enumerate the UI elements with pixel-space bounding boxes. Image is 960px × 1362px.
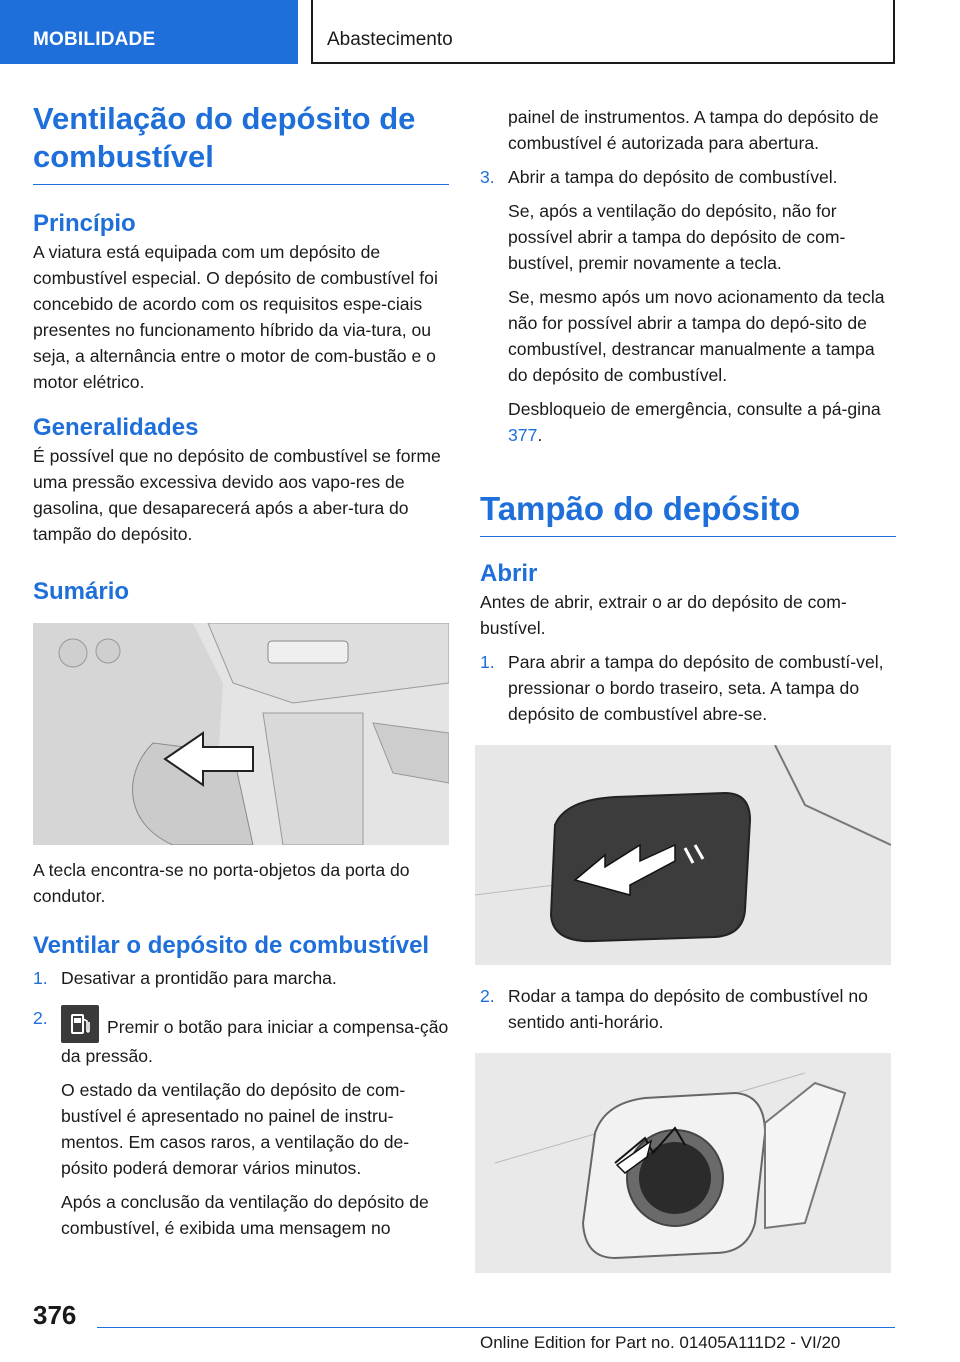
step-number: 2. [480,986,495,1006]
page-number: 376 [33,1300,77,1330]
step-number: 2. [33,1008,48,1028]
ventilar-step-1 [33,965,449,991]
door-storage-illustration [33,623,449,845]
step-number: 3. [480,167,495,187]
step-3-emergency-text: Desbloqueio de emergência, consulte a pá‐gina 377. [508,399,881,445]
step-text: Rodar a tampa do depósito de combustível no sentido anti-horário. [508,986,868,1032]
fuel-flap-illustration [475,745,891,965]
step-3-retry-text: Se, após a ventilação do depósito, não for possível abrir a tampa do depósito de com‐bustível, premir novamente a tecla. [508,201,846,273]
fuel-pump-button-icon [61,1005,99,1043]
sumario-caption: A tecla encontra-se no porta-objetos da porta do condutor. [33,860,410,906]
left-column [33,100,449,1241]
step-3-text: Abrir a tampa do depósito de combustível. [508,167,838,187]
fuel-flap-figure [475,745,891,965]
continued-text: painel de instrumentos. A tampa do depósito de combustível é autorizada para abertura. [508,107,879,153]
step-text: Para abrir a tampa do depósito de combustí‐vel, pressionar o bordo traseiro, seta. A tampa do depósito de combustível abre-se. [508,652,884,724]
ventilar-step-3 [480,164,896,448]
step-text: Desativar a prontidão para marcha. [61,968,337,988]
step-2-status-text: O estado da ventilação do depósito de com‐bustível é apresentado no painel de instru‐mentos. Em casos raros, a ventilação do de‐pósito poderá demorar vários minutos. [61,1080,410,1178]
ventilar-step-2 [33,1005,449,1241]
fuel-cap-illustration [475,1053,891,1273]
section-title-tampao: Tampão do depósito [480,490,896,537]
principio-text: A viatura está equipada com um depósito de combustível especial. O depósito de combustível foi concebido de acordo com os requisitos espe‐ciais presentes no funcionamento híbrido da via‐tura, ou seja, a alternância entre o motor de com‐bustão e o motor elétrico. [33,242,438,392]
abrir-text: Antes de abrir, extrair o ar do depósito de com‐bustível. [480,592,847,638]
heading-generalidades: Generalidades [33,414,199,441]
generalidades-text: É possível que no depósito de combustível se forme uma pressão excessiva devido aos vapo‐res de gasolina, que desaparecerá após a aber‐tura do tampão do depósito. [33,446,441,544]
step-2-text: Premir o botão para iniciar a compensa‐ção da pressão. [61,1017,449,1066]
heading-ventilar: Ventilar o depósito de combustível [33,932,430,959]
footer-edition: Online Edition for Part no. 01405A111D2 - VI/20 [480,1333,841,1352]
footer-divider [97,1327,895,1328]
header-section: MOBILIDADE [0,0,298,64]
header-chapter: Abastecimento [311,0,895,64]
abrir-step-1 [480,649,896,727]
fuel-cap-figure [475,1053,891,1273]
heading-principio: Princípio [33,210,136,237]
step-number: 1. [33,968,48,988]
page-link-377[interactable]: 377 [508,425,538,445]
right-column [480,104,896,1273]
step-3-manual-text: Se, mesmo após um novo acionamento da tecla não for possível abrir a tampa do depó‐sito de combustível, destrancar manualmente a tampa do depósito de combustível. [508,287,885,385]
step-number: 1. [480,652,495,672]
step-text [61,1005,449,1069]
step-2-completion-text: Após a conclusão da ventilação do depósito de combustível, é exibida uma mensagem no [61,1192,429,1238]
heading-sumario: Sumário [33,578,130,605]
section-title-ventilacao: Ventilação do depósito de combustível [33,100,449,185]
door-storage-figure [33,623,449,845]
heading-abrir: Abrir [480,560,538,587]
abrir-step-2 [480,983,896,1035]
